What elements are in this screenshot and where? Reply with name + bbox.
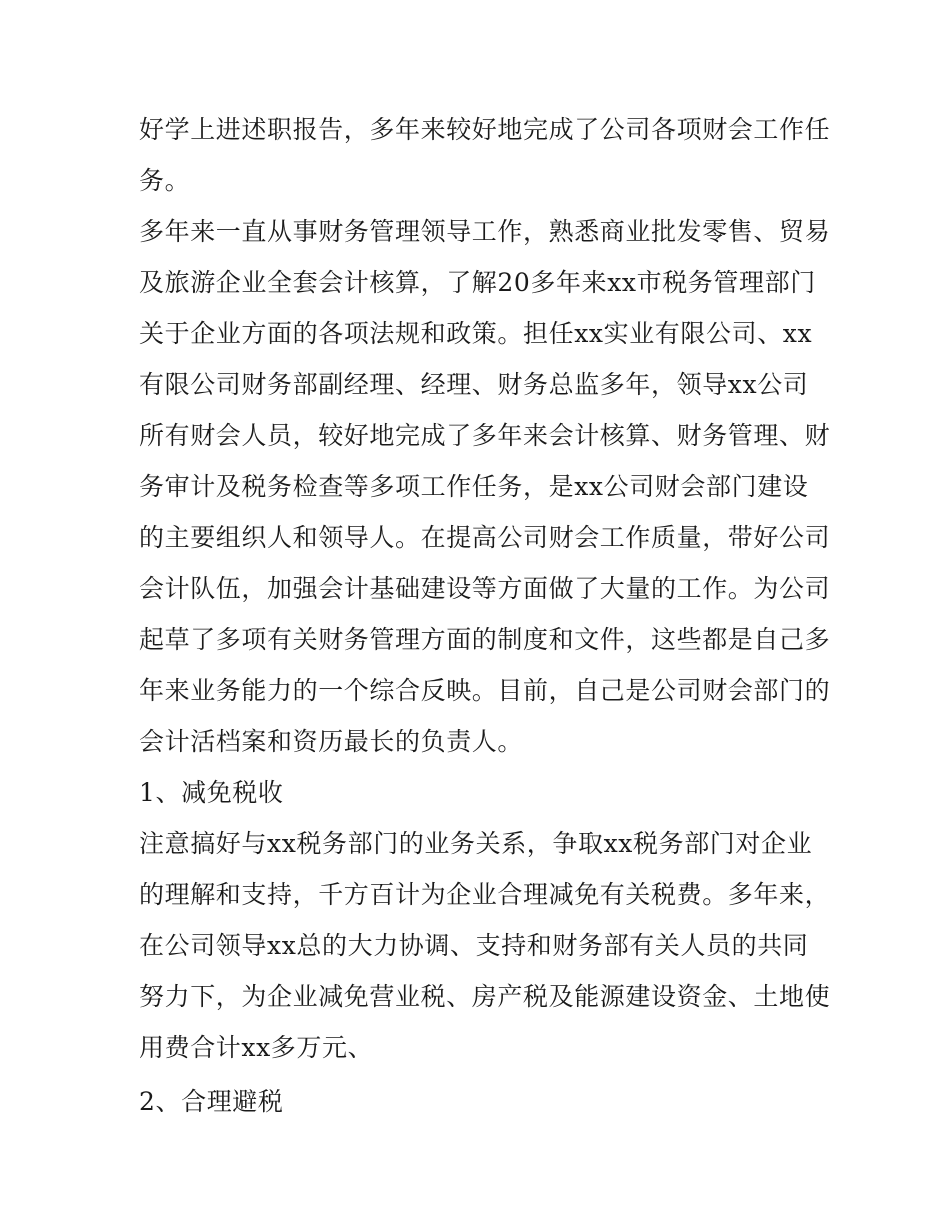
paragraph-line: 起草了多项有关财务管理方面的制度和文件，这些都是自己多 — [139, 625, 831, 654]
section-heading: 2、合理避税 — [139, 1087, 284, 1116]
paragraph-line: 务审计及税务检查等多项工作任务，是xx公司财会部门建设 — [139, 472, 809, 501]
section-heading: 1、减免税收 — [139, 778, 284, 807]
paragraph-line: 的主要组织人和领导人。在提高公司财会工作质量，带好公司 — [139, 523, 831, 552]
document-body — [139, 104, 831, 1127]
paragraph-line: 会计活档案和资历最长的负责人。 — [139, 727, 524, 756]
paragraph-line: 务。 — [139, 166, 191, 195]
paragraph-line: 年来业务能力的一个综合反映。目前，自己是公司财会部门的 — [139, 676, 831, 705]
paragraph-line: 会计队伍，加强会计基础建设等方面做了大量的工作。为公司 — [139, 574, 831, 603]
paragraph-line: 关于企业方面的各项法规和政策。担任xx实业有限公司、xx — [139, 319, 813, 348]
paragraph-line: 有限公司财务部副经理、经理、财务总监多年，领导xx公司 — [139, 370, 809, 399]
paragraph-line: 及旅游企业全套会计核算，了解20多年来xx市税务管理部门 — [139, 268, 816, 297]
paragraph-line: 多年来一直从事财务管理领导工作，熟悉商业批发零售、贸易 — [139, 217, 831, 246]
paragraph-line: 用费合计xx多万元、 — [139, 1033, 374, 1062]
paragraph-line: 好学上进述职报告，多年来较好地完成了公司各项财会工作任 — [139, 115, 831, 144]
paragraph-line: 所有财会人员，较好地完成了多年来会计核算、财务管理、财 — [139, 421, 831, 450]
paragraph-line: 的理解和支持，千方百计为企业合理减免有关税费。多年来， — [139, 880, 831, 909]
paragraph-line: 努力下，为企业减免营业税、房产税及能源建设资金、土地使 — [139, 982, 831, 1011]
paragraph-line: 注意搞好与xx税务部门的业务关系，争取xx税务部门对企业 — [139, 829, 813, 858]
paragraph-line: 在公司领导xx总的大力协调、支持和财务部有关人员的共同 — [139, 931, 809, 960]
